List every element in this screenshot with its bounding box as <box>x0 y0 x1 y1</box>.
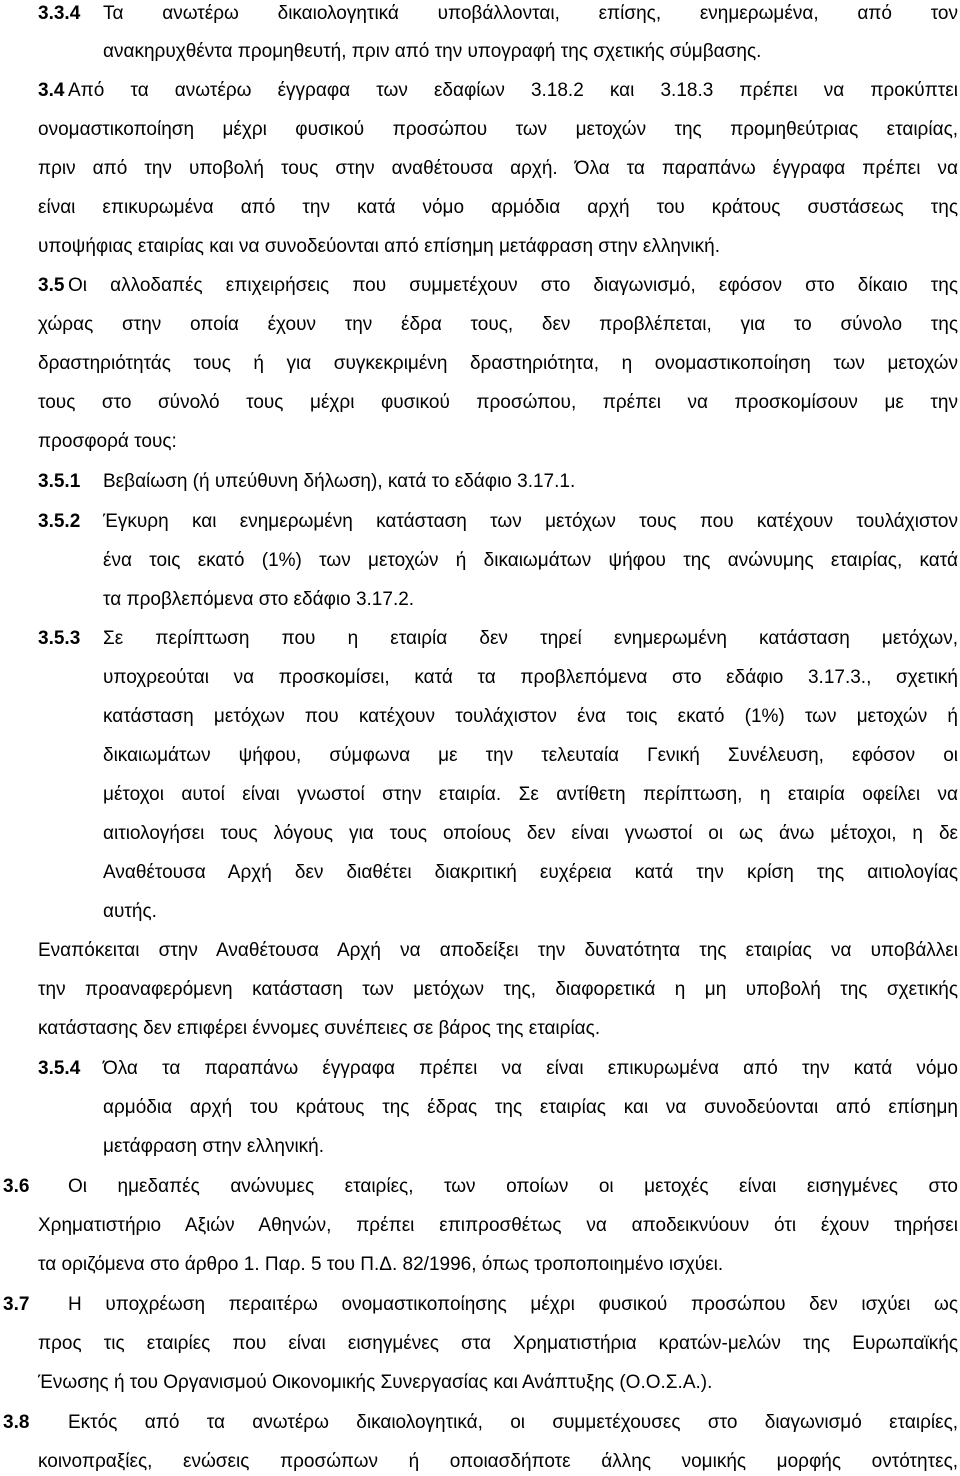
section-number-3-5-2: 3.5.2 <box>38 511 81 532</box>
paragraph-evapokeitai-line-3: κατάστασης δεν επιφέρει έννομες συνέπειες σε βάρος της εταιρίας. <box>38 1018 601 1039</box>
section-3-6-line-2: Χρηματιστήριο Αξιών Αθηνών, πρέπει επιπροσθέτως να αποδεικνύουν ότι έχουν τηρήσει <box>38 1215 958 1236</box>
section-3-5-2-line-2: ένα τοις εκατό (1%) των μετοχών ή δικαιωμάτων ψήφου της ανώνυμης εταιρίας, κατά <box>103 550 958 571</box>
section-3-6-line-3: τα οριζόμενα στο άρθρο 1. Παρ. 5 του Π.Δ. 82/1996, όπως τροποποιημένο ισχύει. <box>38 1254 724 1275</box>
section-3-5-2-line-1: Έγκυρη και ενημερωμένη κατάσταση των μετόχων τους που κατέχουν τουλάχιστον <box>103 511 958 532</box>
section-3-8-line-1: Εκτός από τα ανωτέρω δικαιολογητικά, οι συμμετέχουσες στο διαγωνισμό εταιρίες, <box>68 1412 958 1433</box>
section-3-3-4-line-2: ανακηρυχθέντα προμηθευτή, πριν από την υπογραφή της σχετικής σύμβασης. <box>103 41 762 62</box>
section-3-5-line-3: δραστηριότητάς τους ή για συγκεκριμένη δραστηριότητα, η ονομαστικοποίηση των μετοχών <box>38 353 958 374</box>
section-3-5-3-line-2: υποχρεούται να προσκομίσει, κατά τα προβλεπόμενα στο εδάφιο 3.17.3., σχετική <box>103 667 958 688</box>
section-3-5-3-line-8: αυτής. <box>103 901 157 922</box>
section-3-5-line-2: χώρας στην οποία έχουν την έδρα τους, δεν προβλέπεται, για το σύνολο της <box>38 314 958 335</box>
section-3-5-line-4: τους στο σύνολό τους μέχρι φυσικού προσώπου, πρέπει να προσκομίσουν με την <box>38 392 958 413</box>
section-3-5-3-line-3: κατάσταση μετόχων που κατέχουν τουλάχιστον ένα τοις εκατό (1%) των μετοχών ή <box>103 706 958 727</box>
section-3-5-3-line-4: δικαιωμάτων ψήφου, σύμφωνα με την τελευταία Γενική Συνέλευση, εφόσον οι <box>103 745 958 766</box>
section-3-5-1-line-1: Βεβαίωση (ή υπεύθυνη δήλωση), κατά το εδάφιο 3.17.1. <box>103 471 576 492</box>
section-3-4-line-1: Από τα ανωτέρω έγγραφα των εδαφίων 3.18.2 και 3.18.3 πρέπει να προκύπτει <box>68 80 958 101</box>
section-3-5-3-line-6: αιτιολογήσει τους λόγους για τους οποίους δεν είναι γνωστοί οι ως άνω μέτοχοι, η δε <box>103 823 958 844</box>
section-3-8-line-2: κοινοπραξίες, ενώσεις προσώπων ή οποιασδήποτε άλλης νομικής μορφής οντότητες, <box>38 1451 958 1472</box>
section-3-5-4-line-1: Όλα τα παραπάνω έγγραφα πρέπει να είναι επικυρωμένα από την κατά νόμο <box>103 1058 958 1079</box>
section-3-5-line-1: Οι αλλοδαπές επιχειρήσεις που συμμετέχουν στο διαγωνισμό, εφόσον στο δίκαιο της <box>68 275 958 296</box>
section-3-6-line-1: Οι ημεδαπές ανώνυμες εταιρίες, των οποίων οι μετοχές είναι εισηγμένες στο <box>68 1176 958 1197</box>
section-3-5-4-line-2: αρμόδια αρχή του κράτους της έδρας της εταιρίας και να συνοδεύονται από επίσημη <box>103 1097 958 1118</box>
section-3-3-4-line-1: Τα ανωτέρω δικαιολογητικά υποβάλλονται, επίσης, ενημερωμένα, από τον <box>103 3 958 24</box>
section-3-4-line-2: ονομαστικοποίηση μέχρι φυσικού προσώπου των μετοχών της προμηθεύτριας εταιρίας, <box>38 119 958 140</box>
section-3-7-line-3: Ένωσης ή του Οργανισμού Οικονομικής Συνεργασίας και Ανάπτυξης (Ο.Ο.Σ.Α.). <box>38 1372 713 1393</box>
section-3-4-line-3: πριν από την υποβολή τους στην αναθέτουσα αρχή. Όλα τα παραπάνω έγγραφα πρέπει να <box>38 158 958 179</box>
section-3-5-3-line-1: Σε περίπτωση που η εταιρία δεν τηρεί ενημερωμένη κατάσταση μετόχων, <box>103 628 958 649</box>
section-3-5-line-5: προσφορά τους: <box>38 431 177 452</box>
section-3-4-line-4: είναι επικυρωμένα από την κατά νόμο αρμόδια αρχή του κράτους συστάσεως της <box>38 197 958 218</box>
section-number-3-6: 3.6 <box>3 1176 30 1197</box>
section-number-3-5-1: 3.5.1 <box>38 471 81 492</box>
section-3-5-3-line-7: Αναθέτουσα Αρχή δεν διαθέτει διακριτική ευχέρεια κατά την κρίση της αιτιολογίας <box>103 862 958 883</box>
paragraph-evapokeitai-line-2: την προαναφερόμενη κατάσταση των μετόχων της, διαφορετικά η μη υποβολή της σχετικής <box>38 979 958 1000</box>
section-3-4-line-5: υποψήφιας εταιρίας και να συνοδεύονται από επίσημη μετάφραση στην ελληνική. <box>38 236 720 257</box>
section-3-5-2-line-3: τα προβλεπόμενα στο εδάφιο 3.17.2. <box>103 589 415 610</box>
section-number-3-7: 3.7 <box>3 1294 30 1315</box>
section-number-3-3-4: 3.3.4 <box>38 3 81 24</box>
paragraph-evapokeitai-line-1: Εναπόκειται στην Αναθέτουσα Αρχή να αποδείξει την δυνατότητα της εταιρίας να υποβάλλει <box>38 940 958 961</box>
section-3-7-line-1: Η υποχρέωση περαιτέρω ονομαστικοποίησης μέχρι φυσικού προσώπου δεν ισχύει ως <box>68 1294 958 1315</box>
section-number-3-8: 3.8 <box>3 1412 30 1433</box>
section-3-7-line-2: προς τις εταιρίες που είναι εισηγμένες στα Χρηματιστήρια κρατών-μελών της Ευρωπαϊκής <box>38 1333 958 1354</box>
section-number-3-5-3: 3.5.3 <box>38 628 81 649</box>
section-3-5-3-line-5: μέτοχοι αυτοί είναι γνωστοί στην εταιρία. Σε αντίθετη περίπτωση, η εταιρία οφείλει να <box>103 784 958 805</box>
section-number-3-5-4: 3.5.4 <box>38 1058 81 1079</box>
section-3-5-4-line-3: μετάφραση στην ελληνική. <box>103 1136 325 1157</box>
section-number-3-5: 3.5 <box>38 275 65 296</box>
section-number-3-4: 3.4 <box>38 80 65 101</box>
